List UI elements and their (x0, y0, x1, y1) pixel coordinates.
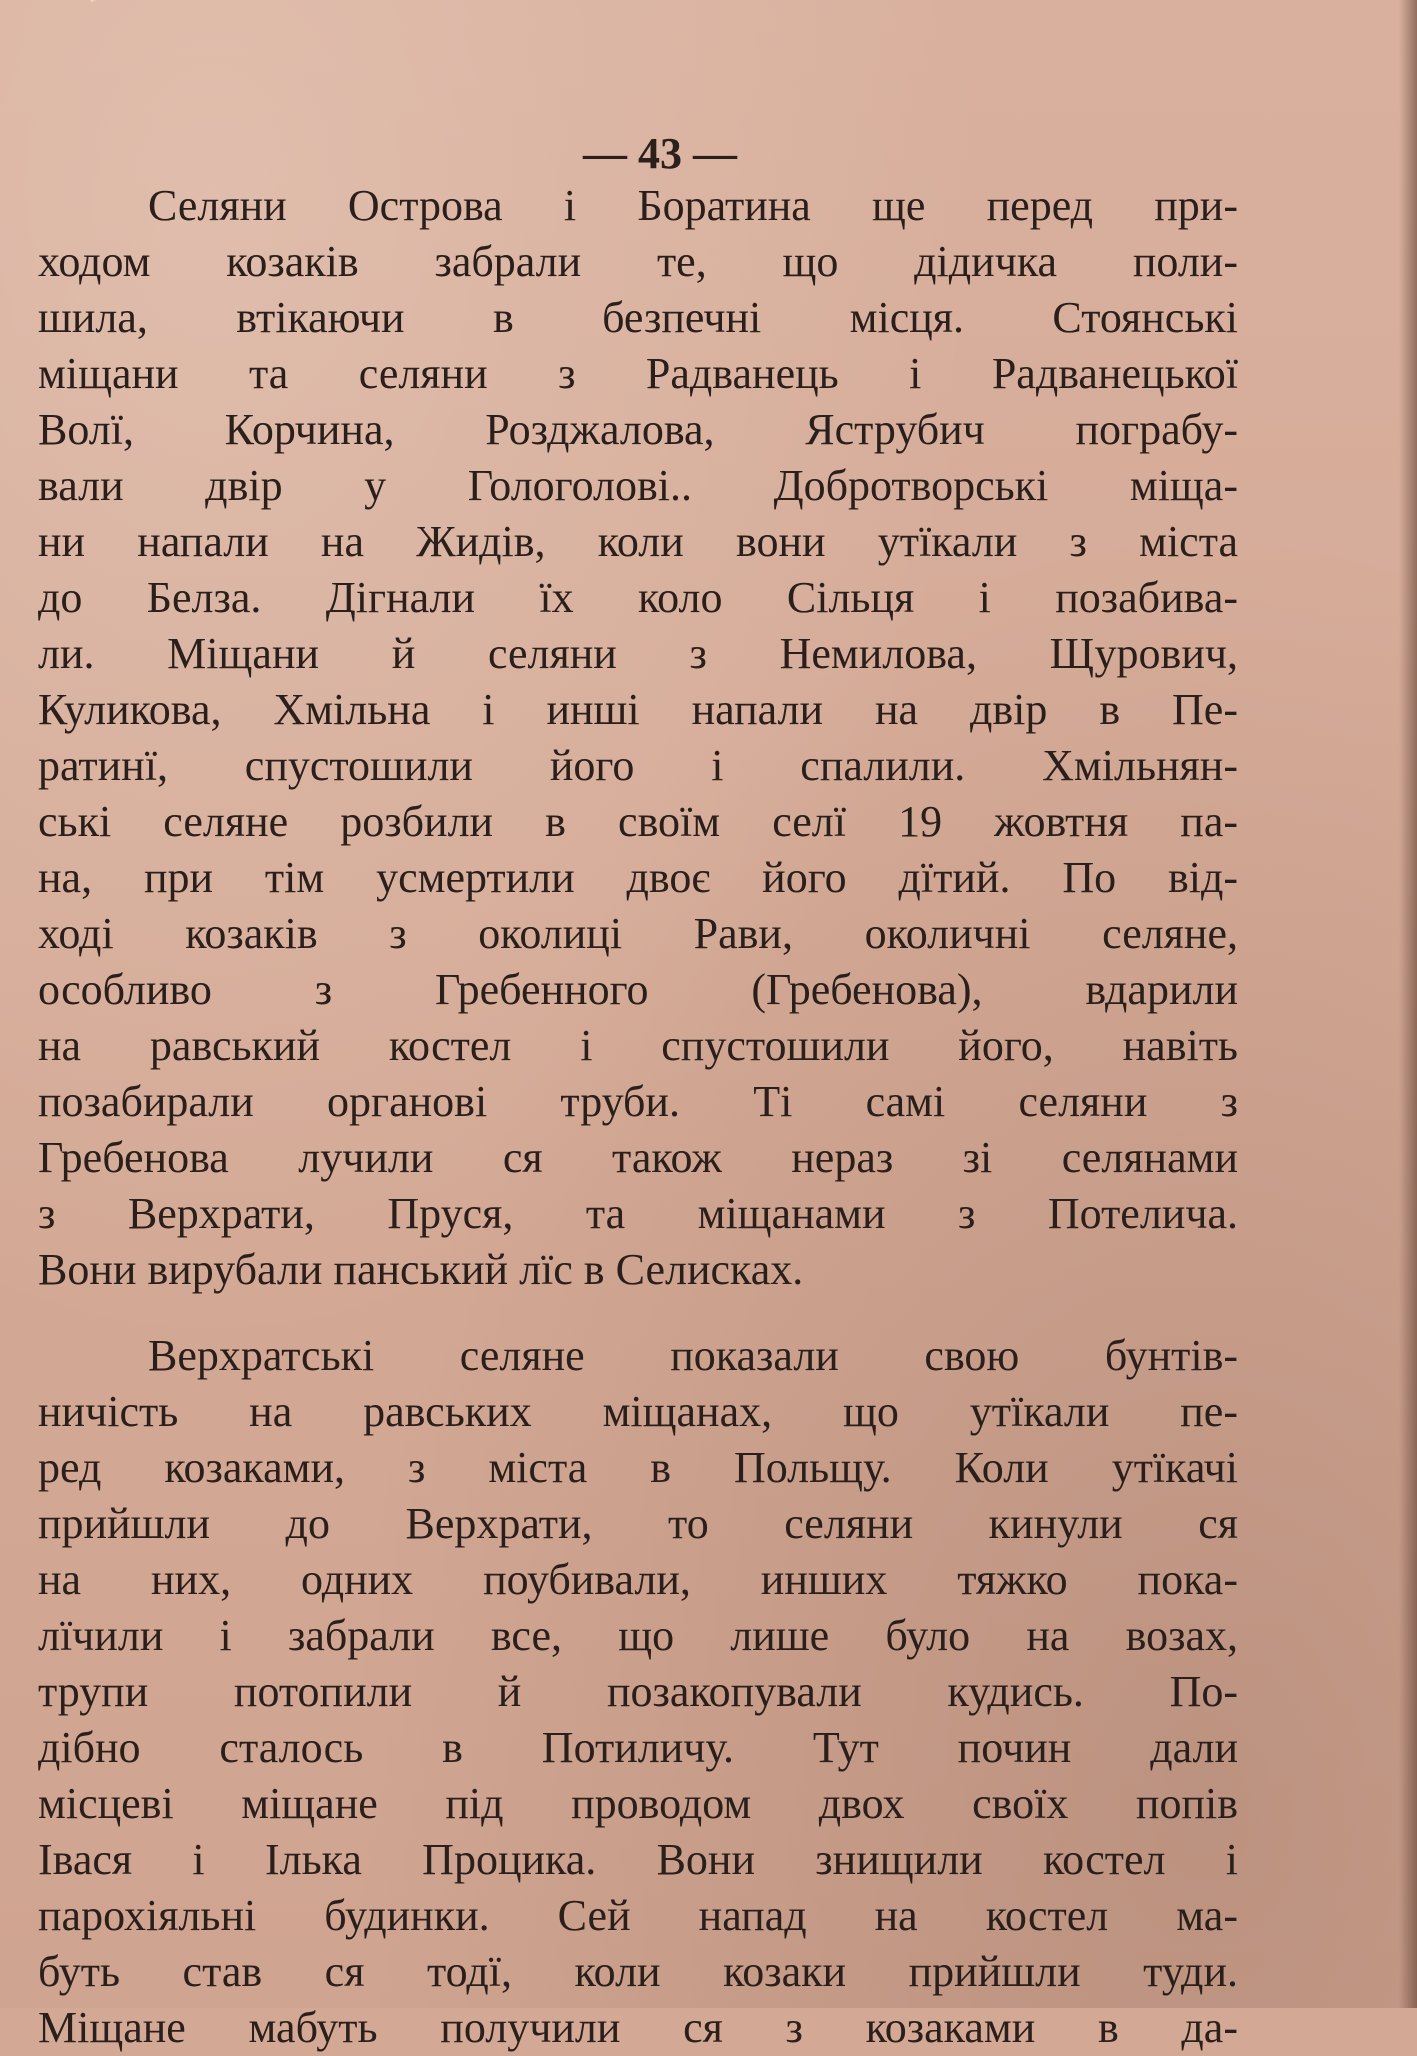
text-line: ни напали на Жидів, коли вони утїкали з міста (38, 517, 1238, 566)
text-line: на них, одних поубивали, инших тяжко пока- (38, 1555, 1238, 1604)
text-line: місцеві міщане під проводом двох своїх попів (38, 1779, 1238, 1828)
text-line: ходом козаків забрали те, що дідичка поли- (38, 237, 1238, 286)
text-line: ред козаками, з міста в Польщу. Коли утїкачі (38, 1443, 1238, 1492)
page-number: — 43 — (583, 129, 737, 178)
text-line: міщани та селяни з Радванець і Радванецької (38, 349, 1238, 398)
text-line: ли. Міщани й селяни з Немилова, Щурович, (38, 629, 1238, 678)
paragraph-1 (38, 178, 1238, 1298)
text-line: особливо з Гребенного (Гребенова), вдарили (38, 965, 1238, 1014)
text-line: дібно сталось в Потиличу. Тут почин дали (38, 1723, 1238, 1772)
text-line: Гребенова лучили ся також нераз зі селянами (38, 1133, 1238, 1182)
text-line: буть став ся тодї, коли козаки прийшли туди. (38, 1947, 1238, 1996)
paragraph-2 (38, 1328, 1238, 2056)
text-line: з Верхрати, Пруся, та міщанами з Потелича. (38, 1189, 1238, 1238)
text-line: вали двір у Гологолові.. Добротворські міща- (38, 461, 1238, 510)
text-line: ські селяне розбили в своїм селї 19 жовтня па- (38, 797, 1238, 846)
text-line: трупи потопили й позакопували кудись. По- (38, 1667, 1238, 1716)
text-line: до Белза. Дігнали їх коло Сільця і позабива- (38, 573, 1238, 622)
text-line: ничість на равських міщанах, що утїкали пе- (38, 1387, 1238, 1436)
text-line: на равський костел і спустошили його, навіть (38, 1021, 1238, 1070)
text-line: Куликова, Хмільна і инші напали на двір в Пе- (38, 685, 1238, 734)
text-line: ході козаків з околиці Рави, околичні селяне, (38, 909, 1238, 958)
text-line: Івася і Ілька Процика. Вони знищили костел і (38, 1835, 1238, 1884)
text-line: Волї, Корчина, Розджалова, Яструбич пограбу- (38, 405, 1238, 454)
text-line: Селяни Острова і Боратина ще перед при- (148, 181, 1238, 230)
paper-crease (90, 0, 358, 130)
text-line: прийшли до Верхрати, то селяни кинули ся (38, 1499, 1238, 1548)
page-edge-shadow (1399, 0, 1417, 2008)
text-line: шила, втікаючи в безпечні місця. Стоянські (38, 293, 1238, 342)
text-line: парохіяльні будинки. Сей напад на костел ма- (38, 1891, 1238, 1940)
text-line: на, при тім усмертили двоє його дїтий. По від- (38, 853, 1238, 902)
text-line: позабирали органові труби. Ті самі селяни з (38, 1077, 1238, 1126)
text-line: Міщане мабуть получили ся з козаками в да- (38, 2003, 1238, 2052)
text-line: Вони вирубали панський лїс в Селисках. (38, 1245, 804, 1294)
page-text (38, 178, 1238, 2056)
paragraph-gap (38, 1298, 1238, 1328)
text-line: Верхратські селяне показали свою бунтів- (148, 1331, 1238, 1380)
text-line: ратинї, спустошили його і спалили. Хмільнян- (38, 741, 1238, 790)
text-line: лїчили і забрали все, що лише було на возах, (38, 1611, 1238, 1660)
